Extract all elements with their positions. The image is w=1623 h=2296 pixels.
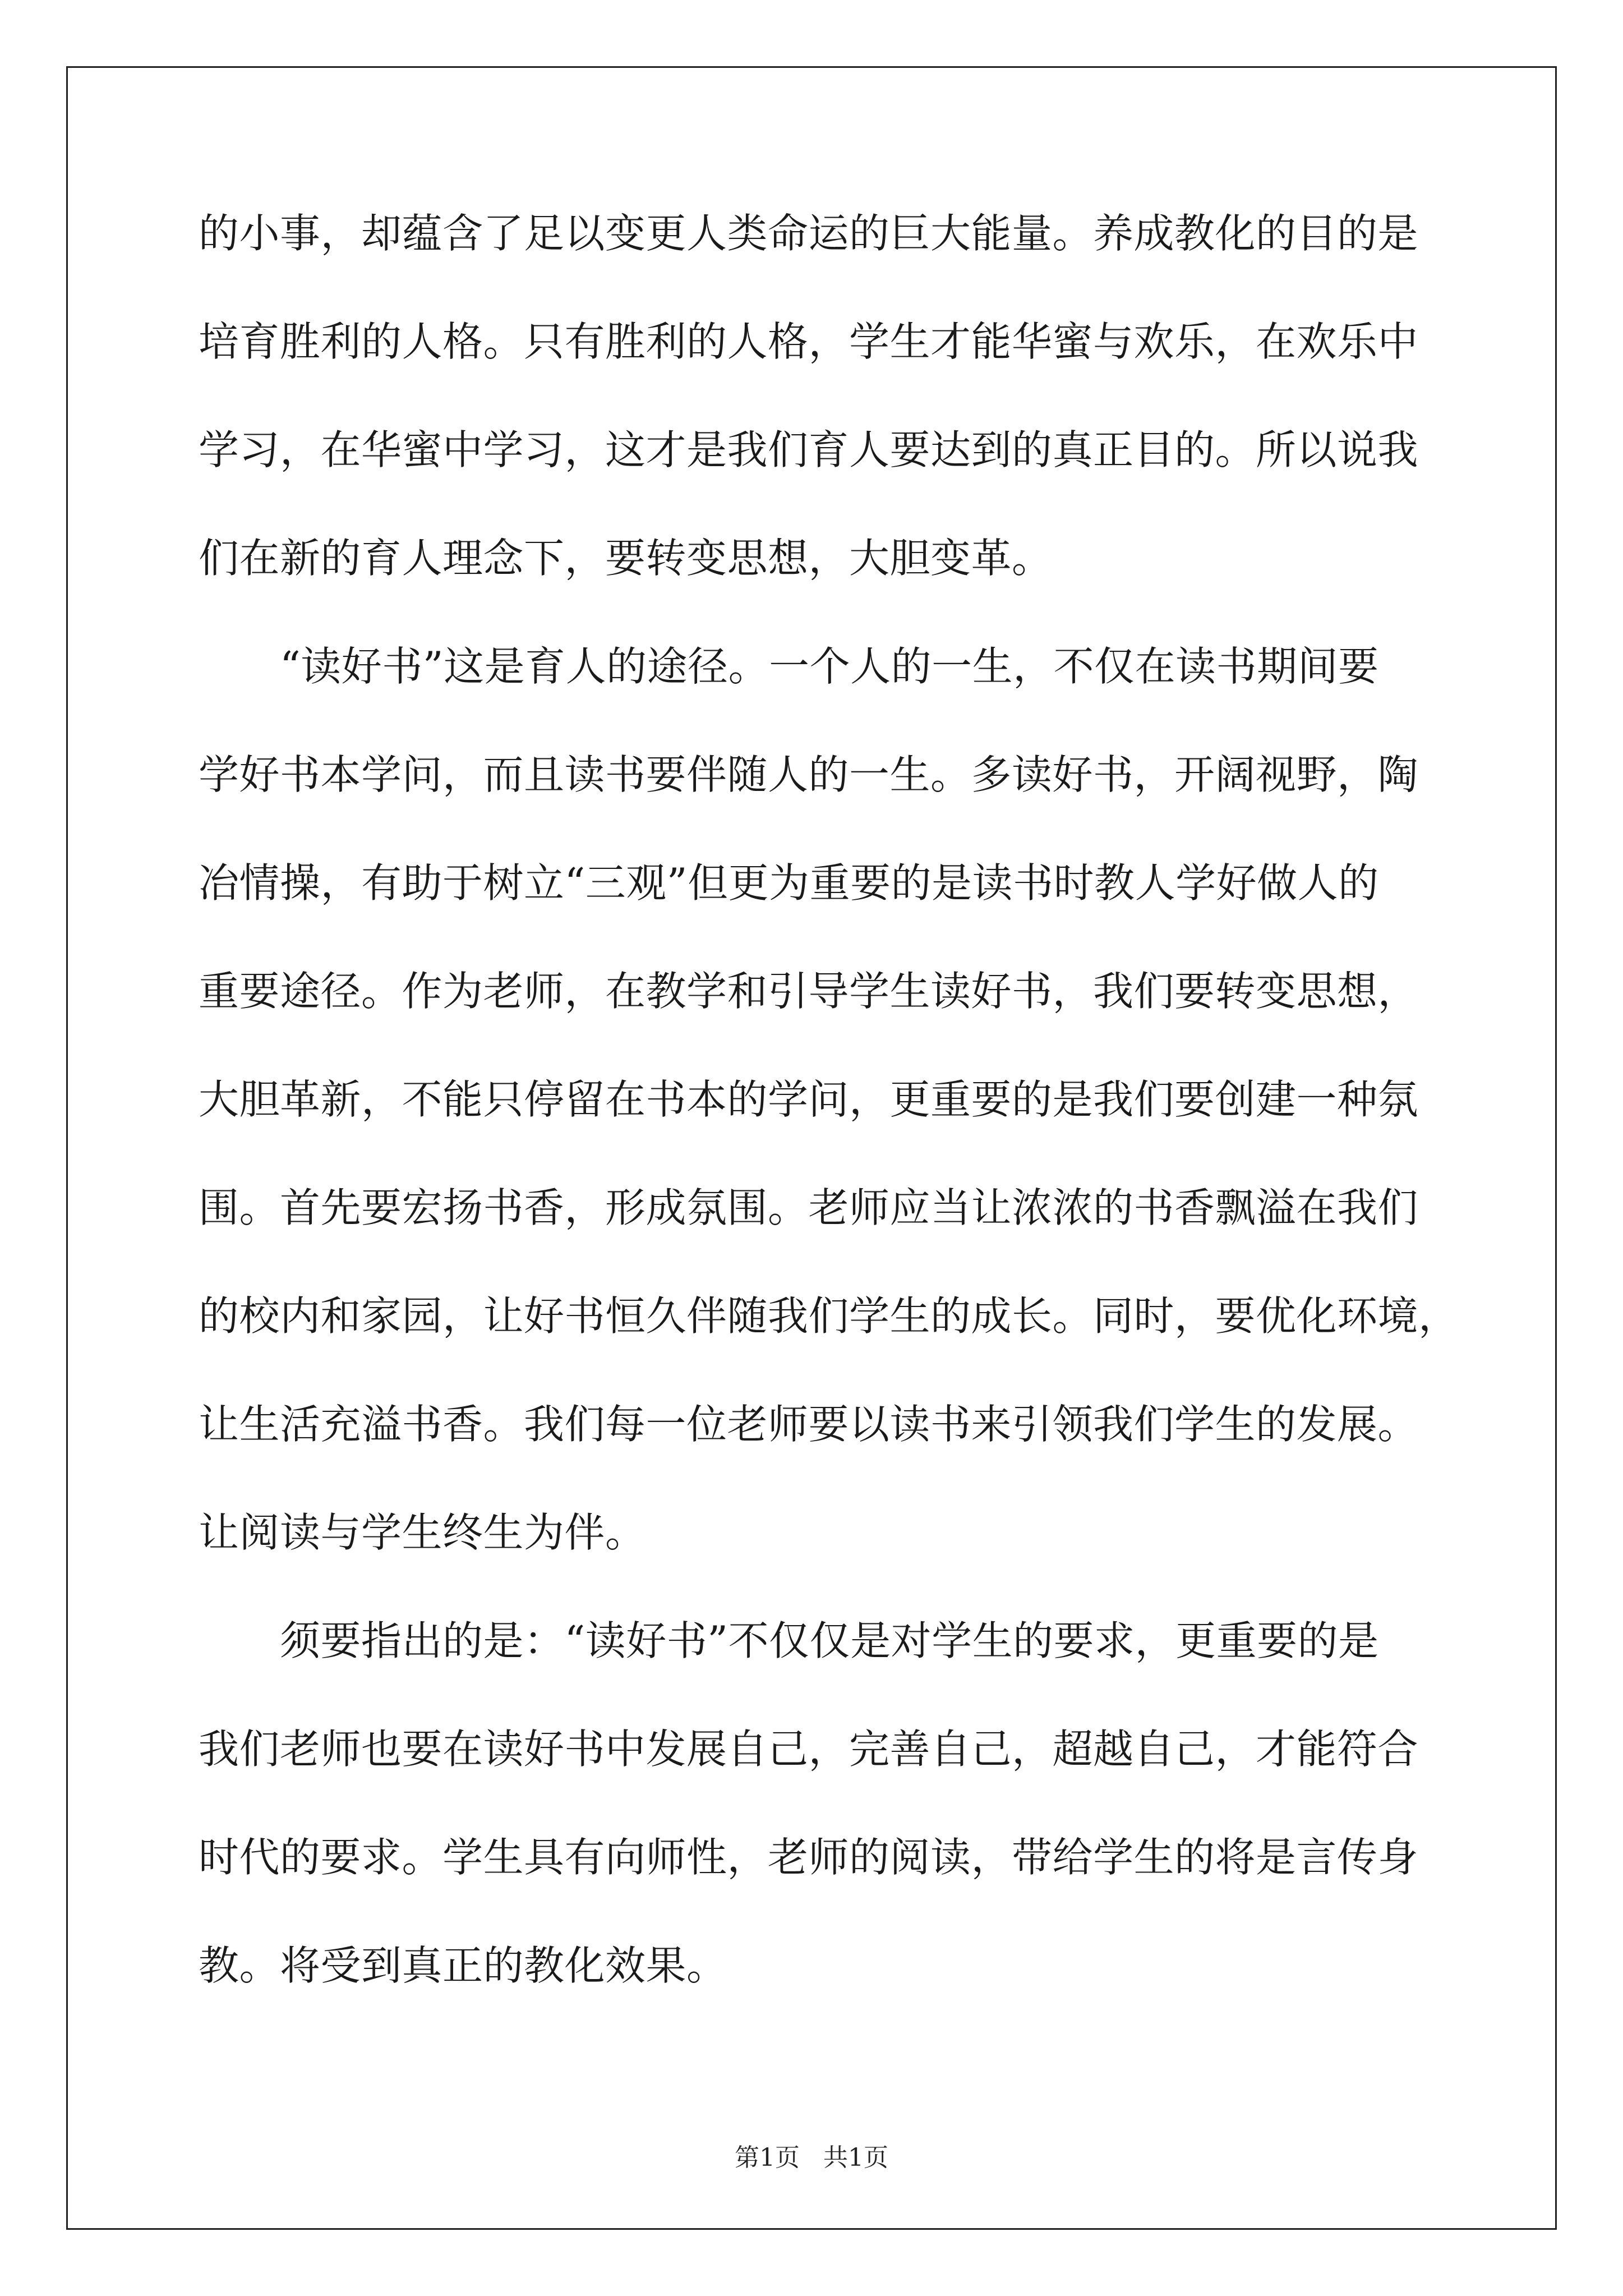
text-line: “读好书”这是育人的途径。一个人的一生，不仅在读书期间要 <box>199 643 1379 690</box>
text-line: 冶情操，有助于树立“三观”但更为重要的是读书时教人学好做人的 <box>199 859 1379 907</box>
text-line: 学习，在华蜜中学习，这才是我们育人要达到的真正目的。所以说我 <box>199 426 1419 473</box>
text-line: 的校内和家园，让好书恒久伴随我们学生的成长。同时，要优化环境， <box>199 1292 1459 1340</box>
page-footer: 第1页 共1页 <box>735 2143 888 2172</box>
text-line: 让阅读与学生终生为伴。 <box>199 1509 646 1556</box>
text-line: 围。首先要宏扬书香，形成氛围。老师应当让浓浓的书香飘溢在我们 <box>199 1184 1419 1231</box>
text-line: 学好书本学问，而且读书要伴随人的一生。多读好书，开阔视野，陶 <box>199 751 1419 798</box>
text-line: 让生活充溢书香。我们每一位老师要以读书来引领我们学生的发展。 <box>199 1401 1419 1448</box>
text-line: 时代的要求。学生具有向师性，老师的阅读，带给学生的将是言传身 <box>199 1834 1419 1881</box>
text-line: 教。将受到真正的教化效果。 <box>199 1942 727 1989</box>
text-line: 我们老师也要在读好书中发展自己，完善自己，超越自己，才能符合 <box>199 1726 1419 1773</box>
text-line: 的小事，却蕴含了足以变更人类命运的巨大能量。养成教化的目的是 <box>199 210 1419 257</box>
text-line: 大胆革新，不能只停留在书本的学问，更重要的是我们要创建一种氛 <box>199 1076 1419 1123</box>
text-line: 培育胜利的人格。只有胜利的人格，学生才能华蜜与欢乐，在欢乐中 <box>199 318 1419 365</box>
text-line: 重要途径。作为老师，在教学和引导学生读好书，我们要转变思想， <box>199 968 1419 1015</box>
text-line: 须要指出的是：“读好书”不仅仅是对学生的要求，更重要的是 <box>199 1617 1379 1664</box>
document-body <box>199 210 1459 2054</box>
text-line: 们在新的育人理念下，要转变思想，大胆变革。 <box>199 535 1053 582</box>
